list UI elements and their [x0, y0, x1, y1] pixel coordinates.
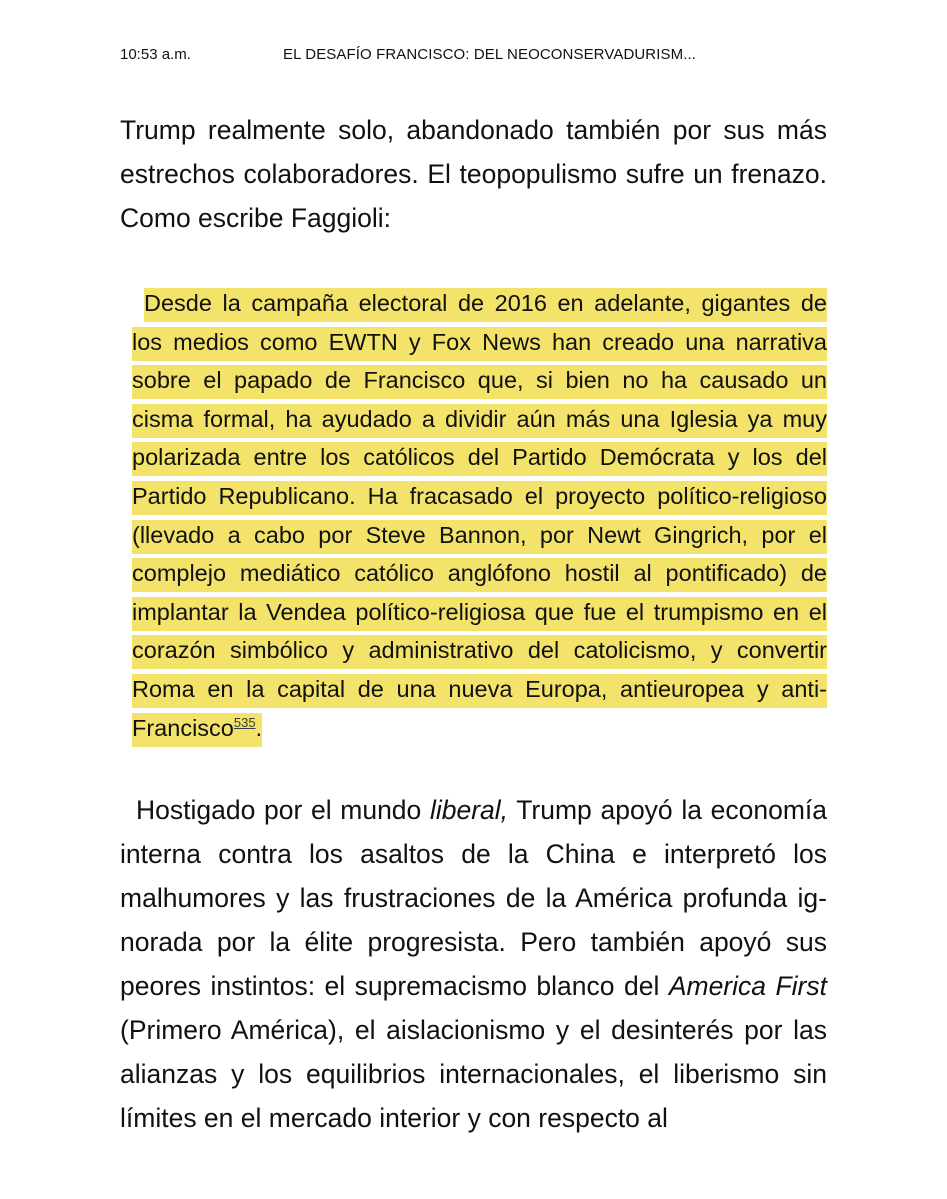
book-title[interactable]: EL DESAFÍO FRANCISCO: DEL NEOCONSERVADURISM...	[283, 46, 697, 63]
paragraph-2-part-2: Trump apoyó la economía interna contra los asaltos de la China e interpretó los malhumores y las frustraciones de la América profunda ignorada por la élite progresista. Pero también apoyó sus peores instintos: el supremacismo blanco del	[120, 795, 827, 1001]
paragraph-2-italic-2: America First	[668, 971, 827, 1001]
highlighted-quote-text[interactable]	[132, 288, 827, 747]
paragraph-2-part-3: (Primero América), el aislacionismo y el desinterés por las alianzas y los equilibrios internacionales, el liberismo sin límites en el mercado interior y con respecto al	[120, 1015, 827, 1133]
status-bar	[0, 0, 947, 80]
quote-text: Desde la campaña electoral de 2016 en adelante, gigantes de los medios como EWTN y Fox News han creado una narrativa sobre el papado de Francisco que, si bien no ha causado un cisma formal, ha ayudado a dividir aún más una Iglesia ya muy polarizada entre los católicos del Partido Demócrata y los del Partido Republicano. Ha fracasado el proyecto político-religioso (llevado a cabo por Steve Bannon, por Newt Gingrich, por el complejo mediático católico anglófono hostil al pontificado) de implantar la Vendea político-religiosa que fue el trumpismo en el corazón simbólico y administrativo del catolicismo, y convertir Roma en la capital de una nueva Europa, antieuropea y anti-Francisco	[132, 290, 827, 741]
footnote-link[interactable]: 535	[233, 714, 256, 730]
status-time: 10:53 a.m.	[120, 46, 191, 63]
paragraph-2-part-1: Hostigado por el mundo	[136, 795, 430, 825]
quote-end: .	[255, 714, 263, 741]
block-quote	[132, 284, 827, 747]
paragraph-2-italic-1: liberal,	[429, 795, 509, 825]
paragraph-1: Trump realmente solo, abandonado también por sus más estrechos colaboradores. El teopopulismo sufre un frenazo. Como escribe Faggioli:	[120, 115, 827, 233]
paragraph-2	[120, 788, 827, 1140]
